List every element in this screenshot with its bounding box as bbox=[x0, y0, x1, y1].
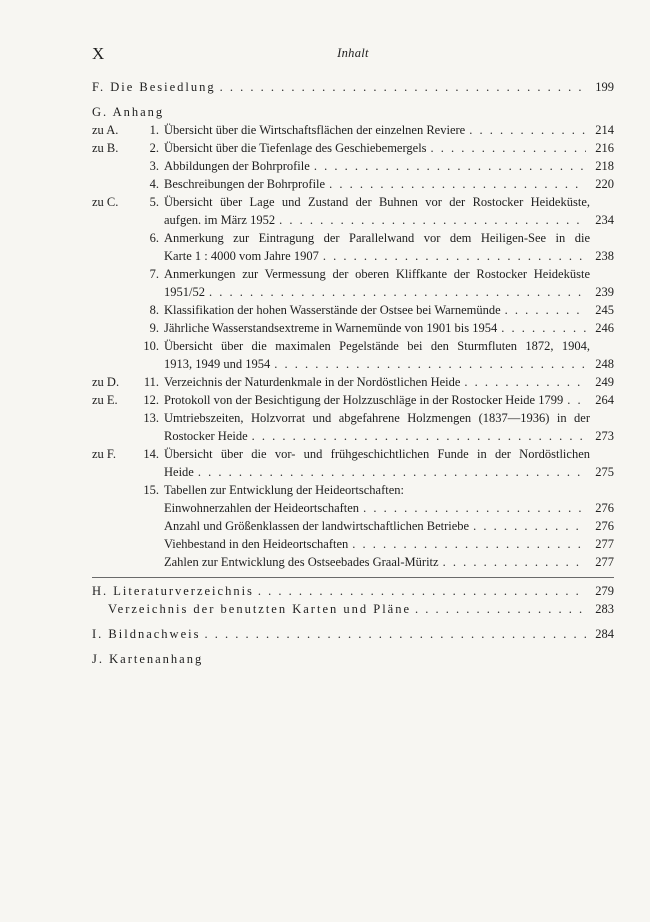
toc-page-number: 214 bbox=[595, 123, 614, 137]
entry-body bbox=[164, 157, 590, 175]
entry-body bbox=[164, 409, 590, 427]
toc-table-entry[interactable] bbox=[92, 517, 614, 535]
page-number: X bbox=[92, 44, 105, 63]
dot-leader bbox=[279, 211, 586, 229]
entry-body bbox=[164, 427, 590, 445]
entry-number: 1. bbox=[149, 123, 159, 137]
toc-section-i[interactable] bbox=[92, 625, 614, 643]
entry-text: Anzahl und Größenklassen der landwirtschaftlichen Betriebe bbox=[164, 519, 470, 533]
toc-page-number: 277 bbox=[595, 555, 614, 569]
dot-leader bbox=[314, 157, 586, 175]
page-header bbox=[92, 44, 614, 64]
table-of-contents bbox=[92, 78, 614, 668]
entry-text: Übersicht über die Tiefenlage des Geschiebemergels bbox=[164, 141, 427, 155]
entry-body bbox=[164, 121, 590, 139]
dot-leader bbox=[252, 427, 586, 445]
dot-leader bbox=[501, 319, 586, 337]
dot-leader bbox=[323, 247, 586, 265]
toc-appendix-entry[interactable] bbox=[92, 337, 614, 355]
entry-number: 3. bbox=[149, 159, 159, 173]
entry-body bbox=[164, 175, 590, 193]
entry-body bbox=[164, 373, 590, 391]
entry-body bbox=[164, 283, 590, 301]
toc-page-number: 283 bbox=[595, 602, 614, 616]
entry-body bbox=[164, 355, 590, 373]
entry-number: 12. bbox=[143, 393, 159, 407]
entry-body bbox=[164, 391, 590, 409]
toc-page-number: 199 bbox=[595, 80, 614, 94]
entry-number: 15. bbox=[143, 483, 159, 497]
toc-appendix-entry[interactable] bbox=[92, 445, 614, 463]
toc-appendix-entry[interactable] bbox=[92, 481, 614, 499]
toc-page-number: 220 bbox=[595, 177, 614, 191]
dot-leader bbox=[505, 301, 586, 319]
entry-number: 8. bbox=[149, 303, 159, 317]
entry-text: Tabellen zur Entwicklung der Heideortschaften: bbox=[164, 483, 405, 497]
entry-text: Übersicht über Lage und Zustand der Buhnen vor der Rostocker Heideküste, bbox=[164, 195, 590, 209]
toc-section-label: G. Anhang bbox=[92, 105, 165, 119]
toc-section-label: H. Literaturverzeichnis bbox=[92, 584, 254, 598]
entry-text: Übersicht über die vor- und frühgeschichtlichen Funde in der Nordöstlichen bbox=[164, 447, 590, 461]
entry-body bbox=[164, 553, 590, 571]
toc-page-number: 264 bbox=[595, 393, 614, 407]
entry-number: 14. bbox=[143, 447, 159, 461]
toc-section-label: F. Die Besiedlung bbox=[92, 80, 216, 94]
entry-body bbox=[164, 193, 590, 211]
toc-appendix-entry-continued[interactable] bbox=[92, 355, 614, 373]
toc-appendix-entry[interactable] bbox=[92, 121, 614, 139]
dot-leader bbox=[198, 463, 586, 481]
entry-prefix: zu F. bbox=[92, 447, 116, 461]
entry-text: Heide bbox=[164, 465, 194, 479]
entry-text: aufgen. im März 1952 bbox=[164, 213, 276, 227]
toc-appendix-entry[interactable] bbox=[92, 373, 614, 391]
entry-text: Protokoll von der Besichtigung der Holzzuschläge in der Rostocker Heide 1799 bbox=[164, 393, 564, 407]
toc-page-number: 284 bbox=[595, 627, 614, 641]
entry-number: 2. bbox=[149, 141, 159, 155]
entry-text: Umtriebszeiten, Holzvorrat und abgefahrene Holzmengen (1837—1936) in der bbox=[164, 411, 590, 425]
toc-page-number: 239 bbox=[595, 285, 614, 299]
toc-section-h[interactable] bbox=[92, 582, 614, 600]
entry-text: Jährliche Wasserstandsextreme in Warnemünde von 1901 bis 1954 bbox=[164, 321, 498, 335]
toc-page-number: 279 bbox=[595, 584, 614, 598]
entry-number: 5. bbox=[149, 195, 159, 209]
dot-leader bbox=[431, 139, 586, 157]
entry-text: 1951/52 bbox=[164, 285, 205, 299]
toc-page-number: 276 bbox=[595, 519, 614, 533]
entry-prefix: zu B. bbox=[92, 141, 119, 155]
dot-leader bbox=[209, 283, 586, 301]
entry-body bbox=[164, 337, 590, 355]
entry-text: 1913, 1949 und 1954 bbox=[164, 357, 271, 371]
toc-page-number: 238 bbox=[595, 249, 614, 263]
entry-prefix: zu C. bbox=[92, 195, 119, 209]
entry-body bbox=[164, 517, 590, 535]
toc-appendix-entry[interactable] bbox=[92, 409, 614, 427]
entry-prefix: zu E. bbox=[92, 393, 118, 407]
toc-appendix-entry-continued[interactable] bbox=[92, 283, 614, 301]
running-head: Inhalt bbox=[337, 46, 369, 60]
entry-number: 13. bbox=[143, 411, 159, 425]
entry-body bbox=[164, 463, 590, 481]
entry-number: 10. bbox=[143, 339, 159, 353]
divider bbox=[92, 577, 614, 578]
dot-leader bbox=[363, 499, 586, 517]
dot-leader bbox=[204, 625, 586, 643]
entry-text: Übersicht über die maximalen Pegelstände bei den Sturmfluten 1872, 1904, bbox=[164, 339, 590, 353]
toc-appendix-entry[interactable] bbox=[92, 139, 614, 157]
dot-leader bbox=[473, 517, 586, 535]
entry-body bbox=[164, 319, 590, 337]
dot-leader bbox=[415, 600, 586, 618]
toc-appendix-entry-continued[interactable] bbox=[92, 211, 614, 229]
entry-body bbox=[164, 247, 590, 265]
toc-appendix-entry-continued[interactable] bbox=[92, 427, 614, 445]
entry-body bbox=[164, 139, 590, 157]
toc-appendix-entry[interactable] bbox=[92, 229, 614, 247]
toc-appendix-entry[interactable] bbox=[92, 175, 614, 193]
toc-page-number: 276 bbox=[595, 501, 614, 515]
entry-text: Rostocker Heide bbox=[164, 429, 248, 443]
entry-text: Viehbestand in den Heideortschaften bbox=[164, 537, 349, 551]
entry-prefix: zu A. bbox=[92, 123, 119, 137]
entry-number: 4. bbox=[149, 177, 159, 191]
entry-body bbox=[164, 535, 590, 553]
toc-page-number: 246 bbox=[595, 321, 614, 335]
entry-body bbox=[164, 445, 590, 463]
toc-page-number: 275 bbox=[595, 465, 614, 479]
dot-leader bbox=[352, 535, 586, 553]
toc-appendix-entry[interactable] bbox=[92, 391, 614, 409]
toc-table-entry[interactable] bbox=[92, 535, 614, 553]
toc-section-f[interactable] bbox=[92, 78, 614, 96]
dot-leader bbox=[220, 78, 586, 96]
dot-leader bbox=[274, 355, 586, 373]
toc-section-j[interactable] bbox=[92, 650, 614, 668]
toc-section-h-maps[interactable] bbox=[92, 600, 614, 618]
entry-text: Einwohnerzahlen der Heideortschaften bbox=[164, 501, 360, 515]
entry-body bbox=[164, 481, 590, 499]
entry-number: 11. bbox=[143, 375, 159, 389]
entry-body bbox=[164, 301, 590, 319]
entry-body bbox=[164, 265, 590, 283]
toc-page-number: 248 bbox=[595, 357, 614, 371]
toc-page-number: 216 bbox=[595, 141, 614, 155]
entry-text: Beschreibungen der Bohrprofile bbox=[164, 177, 326, 191]
entry-body bbox=[164, 229, 590, 247]
dot-leader bbox=[443, 553, 586, 571]
entry-prefix: zu D. bbox=[92, 375, 120, 389]
toc-page-number: 234 bbox=[595, 213, 614, 227]
entry-text: Karte 1 : 4000 vom Jahre 1907 bbox=[164, 249, 319, 263]
toc-appendix-entry[interactable] bbox=[92, 157, 614, 175]
entry-number: 7. bbox=[149, 267, 159, 281]
entry-text: Übersicht über die Wirtschaftsflächen der einzelnen Reviere bbox=[164, 123, 466, 137]
entry-text: Verzeichnis der Naturdenkmale in der Nordöstlichen Heide bbox=[164, 375, 461, 389]
toc-appendix-entry[interactable] bbox=[92, 319, 614, 337]
toc-table-entry[interactable] bbox=[92, 553, 614, 571]
toc-page-number: 245 bbox=[595, 303, 614, 317]
dot-leader bbox=[258, 582, 586, 600]
toc-appendix-entry[interactable] bbox=[92, 301, 614, 319]
toc-section-label: Verzeichnis der benutzten Karten und Pläne bbox=[108, 602, 412, 616]
toc-page-number: 218 bbox=[595, 159, 614, 173]
toc-section-g[interactable] bbox=[92, 103, 614, 121]
toc-appendix-entry[interactable] bbox=[92, 193, 614, 211]
entry-text: Zahlen zur Entwicklung des Ostseebades Graal-Müritz bbox=[164, 555, 439, 569]
entry-text: Anmerkung zur Eintragung der Parallelwand vor dem Heiligen-See in die bbox=[164, 231, 590, 245]
appendix-list bbox=[92, 121, 614, 571]
dot-leader bbox=[464, 373, 586, 391]
entry-body bbox=[164, 211, 590, 229]
entry-number: 6. bbox=[149, 231, 159, 245]
entry-text: Klassifikation der hohen Wasserstände der Ostsee bei Warnemünde bbox=[164, 303, 501, 317]
entry-text: Abbildungen der Bohrprofile bbox=[164, 159, 310, 173]
dot-leader bbox=[329, 175, 586, 193]
toc-page-number: 273 bbox=[595, 429, 614, 443]
toc-appendix-entry-continued[interactable] bbox=[92, 463, 614, 481]
toc-section-label: J. Kartenanhang bbox=[92, 652, 204, 666]
toc-table-entry[interactable] bbox=[92, 499, 614, 517]
entry-text: Anmerkungen zur Vermessung der oberen Kliffkante der Rostocker Heideküste bbox=[164, 267, 590, 281]
entry-body bbox=[164, 499, 590, 517]
toc-page-number: 277 bbox=[595, 537, 614, 551]
toc-section-label: I. Bildnachweis bbox=[92, 627, 201, 641]
toc-page-number: 249 bbox=[595, 375, 614, 389]
dot-leader bbox=[469, 121, 586, 139]
toc-appendix-entry[interactable] bbox=[92, 265, 614, 283]
toc-appendix-entry-continued[interactable] bbox=[92, 247, 614, 265]
entry-number: 9. bbox=[149, 321, 159, 335]
dot-leader bbox=[567, 391, 586, 409]
